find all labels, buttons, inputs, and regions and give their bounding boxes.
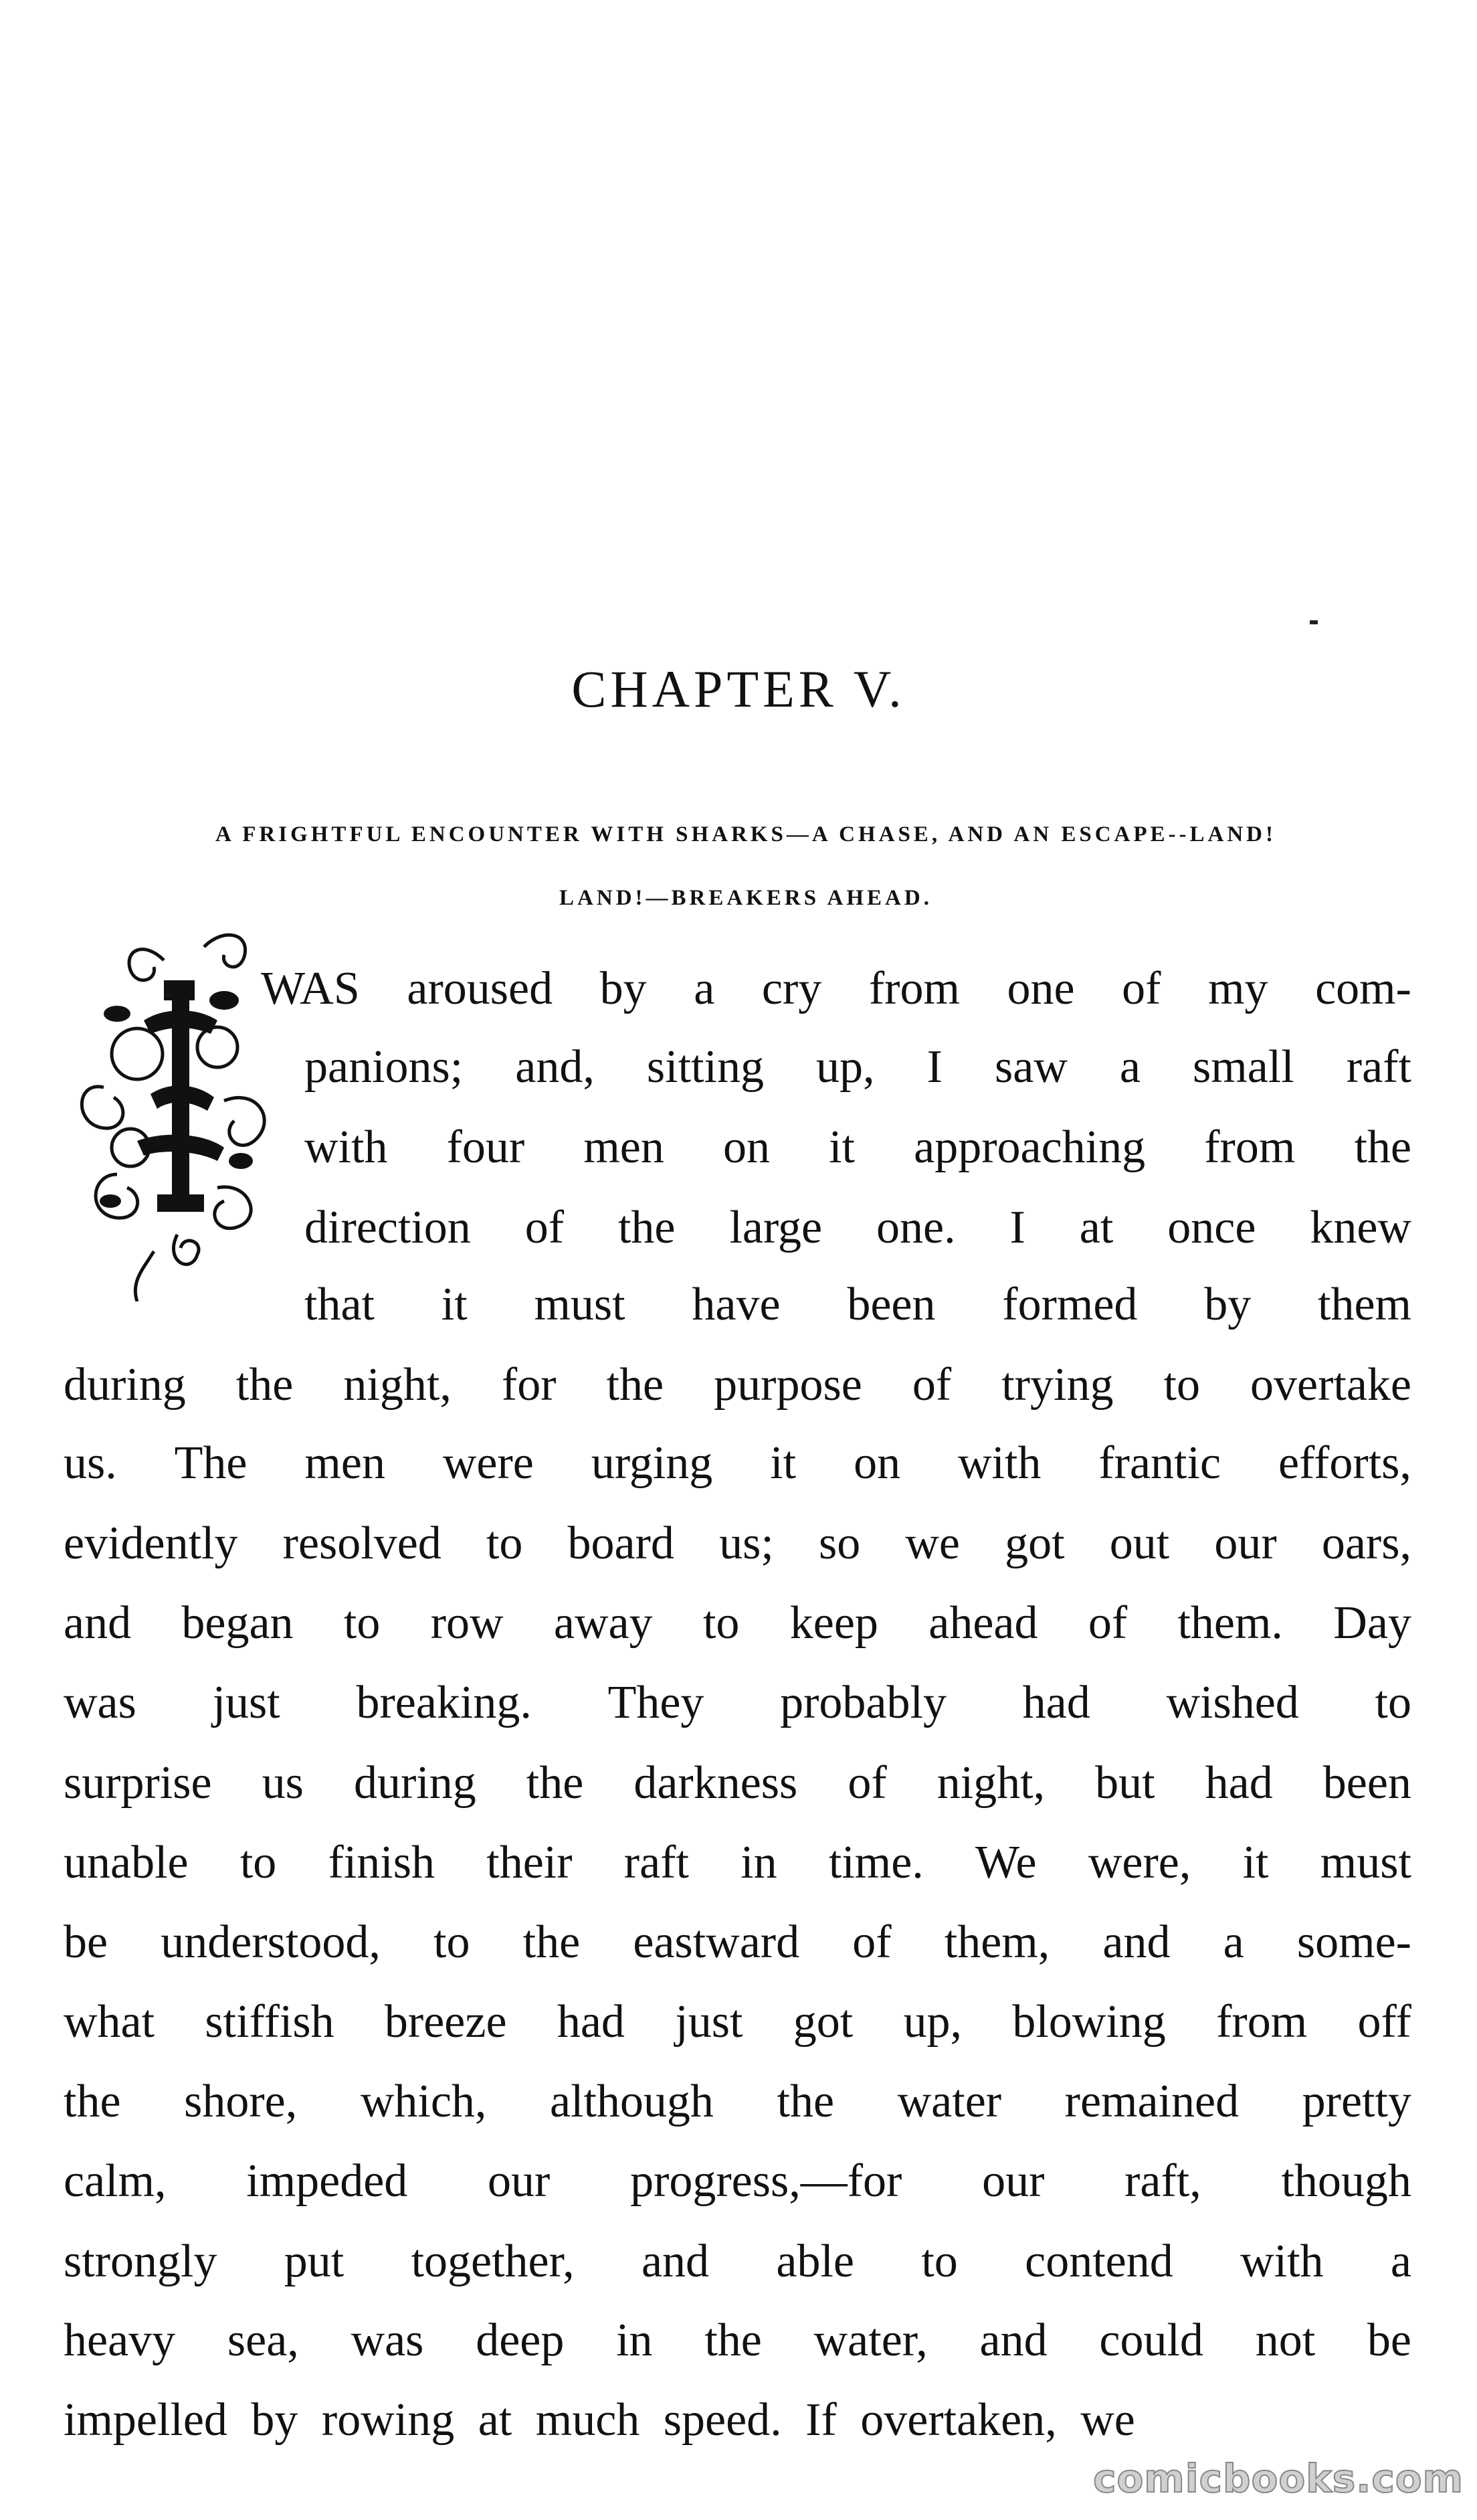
body-line: that it must have been formed by them [304, 1279, 1411, 1330]
body-line: direction of the large one. I at once knew [304, 1202, 1411, 1253]
body-line: during the night, for the purpose of trying to overtake [64, 1359, 1411, 1411]
body-line: impelled by rowing at much speed. If overtaken, we [64, 2394, 1135, 2446]
body-line: and began to row away to keep ahead of them. Day [64, 1597, 1411, 1649]
body-line: was just breaking. They probably had wished to [64, 1677, 1411, 1728]
ornamental-initial-icon [64, 920, 291, 1301]
body-line: calm, impeded our progress,—for our raft, though [64, 2155, 1411, 2207]
body-line: us. The men were urging it on with frantic efforts, [64, 1437, 1411, 1489]
body-line: evidently resolved to board us; so we got out our oars, [64, 1518, 1411, 1569]
chapter-title: CHAPTER V. [571, 660, 906, 718]
chapter-summary-line: LAND!—BREAKERS AHEAD. [559, 886, 932, 910]
body-line: unable to finish their raft in time. We were, it must [64, 1837, 1411, 1888]
chapter-summary [80, 803, 1411, 930]
body-line: be understood, to the eastward of them, and a some- [64, 1916, 1411, 1968]
body-line: heavy sea, was deep in the water, and could not be [64, 2315, 1411, 2366]
body-line: what stiffish breeze had just got up, blowing from off [64, 1996, 1411, 2048]
body-line: surprise us during the darkness of night, but had been [64, 1757, 1411, 1809]
body-line: with four men on it approaching from the [304, 1121, 1411, 1173]
watermark: comicbooks.com [1093, 2456, 1464, 2501]
chapter-summary-line: A FRIGHTFUL ENCOUNTER WITH SHARKS—A CHASE, AND AN ESCAPE--LAND! [215, 822, 1276, 846]
body-line: the shore, which, although the water remained pretty [64, 2076, 1411, 2127]
body-line: panions; and, sitting up, I saw a small raft [304, 1041, 1411, 1093]
stray-ink-mark [1310, 620, 1318, 624]
body-line: WAS aroused by a cry from one of my com- [261, 963, 1411, 1014]
body-line: strongly put together, and able to contend with a [64, 2236, 1411, 2287]
